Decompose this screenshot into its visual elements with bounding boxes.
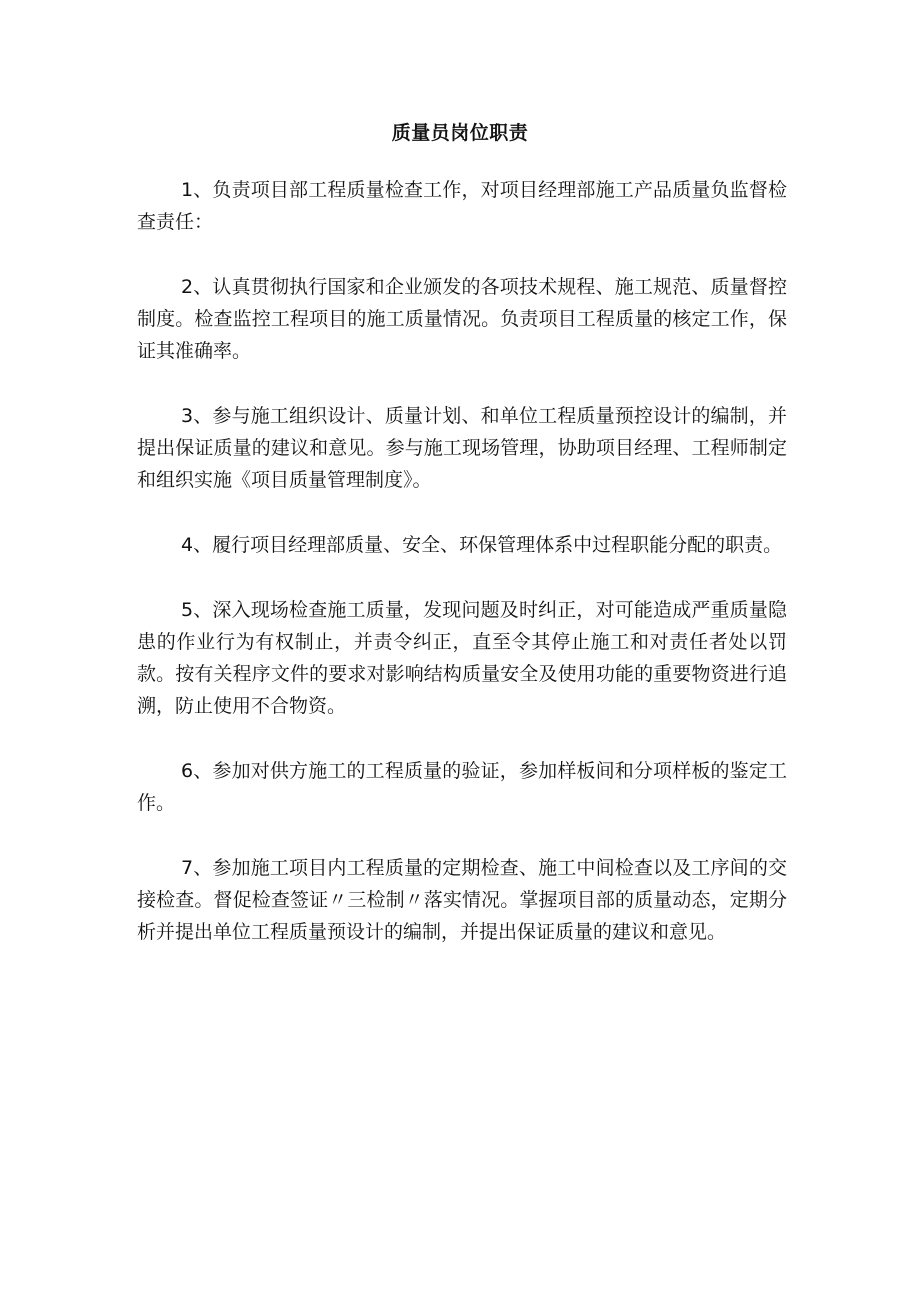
duty-paragraph-1: 1、负责项目部工程质量检查工作，对项目经理部施工产品质量负监督检查责任：: [137, 179, 787, 233]
duty-paragraph-4: 4、履行项目经理部质量、安全、环保管理体系中过程职能分配的职责。: [181, 534, 783, 556]
duty-paragraph-6: 6、参加对供方施工的工程质量的验证，参加样板间和分项样板的鉴定工作。: [137, 760, 787, 814]
duty-paragraph-5: 5、深入现场检查施工质量，发现问题及时纠正，对可能造成严重质量隐患的作业行为有权制止，并责令纠正，直至令其停止施工和对责任者处以罚款。按有关程序文件的要求对影响结构质量安全及使用功能的重要物资进行追溯，防止使用不合物资。: [137, 599, 787, 717]
duty-paragraph-7: 7、参加施工项目内工程质量的定期检查、施工中间检查以及工序间的交接检查。督促检查签证〃三检制〃落实情况。掌握项目部的质量动态，定期分析并提出单位工程质量预设计的编制，并提出保证质量的建议和意见。: [137, 857, 787, 943]
document-title: 质量员岗位职责: [391, 122, 529, 144]
duty-paragraph-2: 2、认真贯彻执行国家和企业颁发的各项技术规程、施工规范、质量督控制度。检查监控工程项目的施工质量情况。负责项目工程质量的核定工作，保证其准确率。: [137, 276, 787, 362]
document-body: [137, 174, 787, 981]
duty-paragraph-3: 3、参与施工组织设计、质量计划、和单位工程质量预控设计的编制，并提出保证质量的建议和意见。参与施工现场管理，协助项目经理、工程师制定和组织实施《项目质量管理制度》。: [137, 405, 787, 491]
